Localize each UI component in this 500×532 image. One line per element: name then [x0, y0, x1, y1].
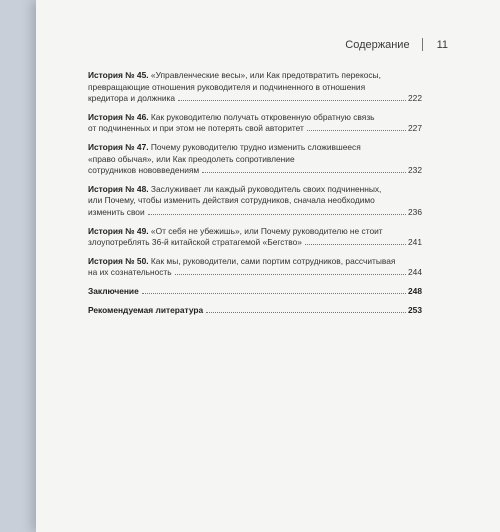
entry-text: превращающие отношения руководителя и подчиненного в отношения: [88, 81, 366, 92]
dot-leader: [206, 312, 406, 313]
toc-entry: [88, 256, 422, 279]
entry-page: 253: [408, 304, 422, 315]
entry-text: от подчиненных и при этом не потерять свой авторитет: [88, 123, 304, 134]
entry-text: «Управленческие весы», или Как предотвратить перекосы,: [150, 70, 381, 80]
entry-text: кредитора и должника: [88, 93, 176, 104]
dot-leader: [142, 293, 406, 294]
toc-entry: [88, 184, 422, 219]
entry-text: Как мы, руководители, сами портим сотрудников, рассчитывая: [150, 255, 396, 266]
entry-text: Почему руководителю трудно изменить сложившееся: [150, 141, 361, 152]
toc-entry-literature: [88, 305, 422, 317]
entry-text: сотрудников нововведениям: [88, 165, 200, 176]
entry-page: 227: [408, 123, 422, 134]
entry-text: «право обычая», или Как преодолеть сопротивление: [88, 153, 295, 164]
entry-text: или Почему, чтобы изменить действия сотрудников, сначала необходимо: [88, 195, 375, 206]
story-number: История № 50.: [88, 255, 149, 266]
toc-entry-conclusion: [88, 286, 422, 298]
entry-text: Заслуживает ли каждый руководитель своих подчиненных,: [150, 183, 382, 194]
entry-text: «От себя не убежишь», или Почему руководителю не стоит: [150, 225, 383, 236]
dot-leader: [305, 244, 406, 245]
running-header: [345, 38, 448, 51]
entry-page: 222: [408, 93, 422, 104]
entry-title: Рекомендуемая литература: [88, 304, 204, 315]
story-number: История № 49.: [88, 225, 149, 236]
story-number: История № 48.: [88, 183, 149, 194]
page-number: 11: [436, 38, 448, 51]
entry-page: 244: [408, 267, 422, 278]
entry-title: Заключение: [88, 285, 139, 296]
dot-leader: [178, 100, 406, 101]
toc-entry: [88, 70, 422, 105]
entry-page: 248: [408, 285, 422, 296]
dot-leader: [148, 214, 406, 215]
toc-entry: [88, 226, 422, 249]
dot-leader: [202, 172, 406, 173]
entry-page: 241: [408, 237, 422, 248]
entry-text: на их сознательность: [88, 267, 172, 278]
dot-leader: [175, 274, 406, 275]
header-divider: [422, 38, 423, 51]
entry-page: 236: [408, 206, 422, 217]
dot-leader: [307, 130, 406, 131]
section-title: Содержание: [345, 38, 410, 51]
entry-page: 232: [408, 165, 422, 176]
entry-text: Как руководителю получать откровенную обратную связь: [150, 111, 375, 122]
story-number: История № 46.: [88, 111, 149, 122]
table-of-contents: [88, 70, 422, 323]
entry-text: изменить свои: [88, 206, 145, 217]
entry-text: злоупотреблять 36-й китайской стратагемой «Бегство»: [88, 237, 302, 248]
book-page: [36, 0, 500, 532]
toc-entry: [88, 142, 422, 177]
story-number: История № 47.: [88, 141, 149, 152]
toc-entry: [88, 112, 422, 135]
story-number: История № 45.: [88, 70, 149, 80]
